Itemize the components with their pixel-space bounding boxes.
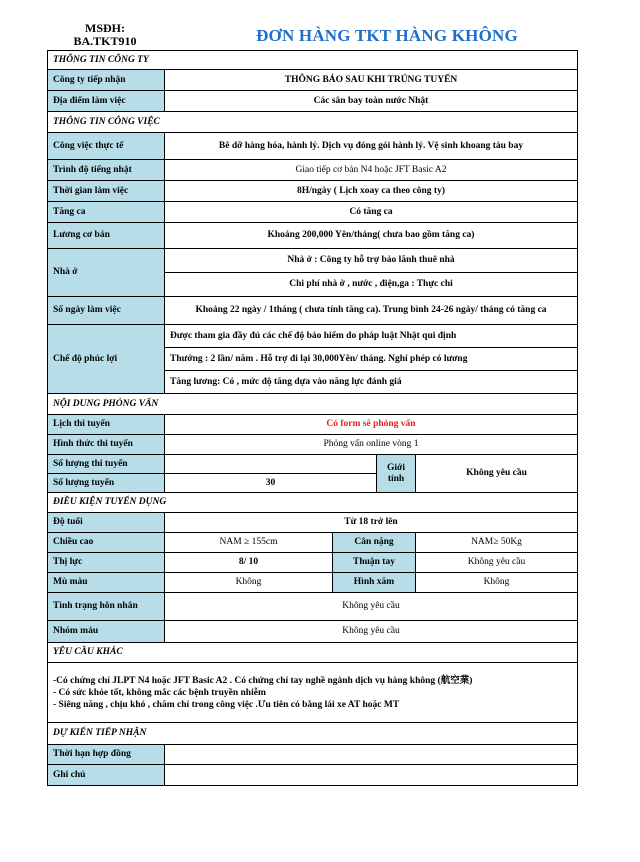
field-label: Chế độ phúc lợi <box>48 325 165 394</box>
section-title: ĐIỀU KIỆN TUYỂN DỤNG <box>48 493 578 513</box>
field-value: Không yêu cầu <box>416 455 578 493</box>
row-salary <box>48 223 578 249</box>
row-benefits <box>48 325 578 394</box>
field-label: Thời gian làm việc <box>48 181 165 202</box>
field-label: Nhóm máu <box>48 621 165 643</box>
row-contract <box>48 745 578 765</box>
field-value: Phỏng vấn online vòng 1 <box>165 435 578 455</box>
row-vision-hand <box>48 553 578 573</box>
field-label: Hình xăm <box>333 573 416 593</box>
field-label: Trình độ tiếng nhật <box>48 160 165 181</box>
field-value: Khoảng 200,000 Yên/tháng( chưa bao gồm tăng ca) <box>165 223 578 249</box>
field-value <box>165 325 578 394</box>
field-value: Không yêu cầu <box>165 593 578 621</box>
order-code-value: BA.TKT910 <box>73 34 137 48</box>
field-value: Các sân bay toàn nước Nhật <box>165 91 578 112</box>
field-value: THÔNG BÁO SAU KHI TRÚNG TUYỂN <box>165 70 578 91</box>
field-value: 8/ 10 <box>165 553 333 573</box>
page-title: ĐƠN HÀNG TKT HÀNG KHÔNG <box>256 26 518 45</box>
row-note <box>48 765 578 786</box>
field-value: 30 <box>165 474 377 493</box>
housing-line: Nhà ở : Công ty hỗ trợ bảo lãnh thuê nhà <box>287 255 455 265</box>
section-title: THÔNG TIN CÔNG TY <box>48 51 578 70</box>
field-label: Lương cơ bản <box>48 223 165 249</box>
field-label: Chiều cao <box>48 533 165 553</box>
field-label: Giới tính <box>377 455 416 493</box>
section-requirements <box>48 493 578 513</box>
row-schedule <box>48 415 578 435</box>
row-age <box>48 513 578 533</box>
field-value: Không <box>416 573 578 593</box>
row-housing <box>48 249 578 297</box>
row-other-requirements <box>48 663 578 723</box>
order-form-table <box>47 50 578 786</box>
field-label: Tăng ca <box>48 202 165 223</box>
row-working-time <box>48 181 578 202</box>
field-value: NAM≥ 50Kg <box>416 533 578 553</box>
other-requirements-text <box>48 663 578 723</box>
section-company <box>48 51 578 70</box>
requirement-line: - Siêng năng , chịu khó , chăm chỉ trong công việc .Ưu tiên có bằng lái xe AT hoặc MT <box>53 699 400 710</box>
field-label: Tình trạng hôn nhân <box>48 593 165 621</box>
row-blood <box>48 621 578 643</box>
field-value: Khoảng 22 ngày / 1tháng ( chưa tính tăng ca). Trung bình 24-26 ngày/ tháng có tăng ca <box>165 297 578 325</box>
row-actual-work <box>48 133 578 160</box>
field-value: Không yêu cầu <box>165 621 578 643</box>
row-height-weight <box>48 533 578 553</box>
field-label: Thuận tay <box>333 553 416 573</box>
benefit-line: Thưởng : 2 lần/ năm . Hỗ trợ đi lại 30,000Yên/ tháng. Nghỉ phép có lương <box>165 347 577 370</box>
row-overtime <box>48 202 578 223</box>
field-label: Cân nặng <box>333 533 416 553</box>
row-receiver <box>48 70 578 91</box>
section-title: NỘI DUNG PHỎNG VẤN <box>48 394 578 415</box>
field-label: Số lượng tuyển <box>48 474 165 493</box>
field-value: 8H/ngày ( Lịch xoay ca theo công ty) <box>165 181 578 202</box>
field-label: Công ty tiếp nhận <box>48 70 165 91</box>
row-exam-count <box>48 455 578 474</box>
field-label: Lịch thi tuyển <box>48 415 165 435</box>
field-label: Số ngày làm việc <box>48 297 165 325</box>
section-reception <box>48 723 578 745</box>
field-value: Có tăng ca <box>165 202 578 223</box>
field-value: NAM ≥ 155cm <box>165 533 333 553</box>
field-value: Có form sẽ phỏng vấn <box>165 415 578 435</box>
section-title: DỰ KIẾN TIẾP NHẬN <box>48 723 578 745</box>
field-value <box>165 249 578 297</box>
field-value <box>165 745 578 765</box>
field-label: Thời hạn hợp đồng <box>48 745 165 765</box>
field-label: Ghi chú <box>48 765 165 786</box>
field-label: Hình thức thi tuyển <box>48 435 165 455</box>
order-code-label: MSĐH: <box>85 21 125 35</box>
field-label: Thị lực <box>48 553 165 573</box>
field-value: Không <box>165 573 333 593</box>
order-code <box>44 22 166 48</box>
housing-cost-line: Chi phí nhà ở , nước , điện,ga : Thực chi <box>165 272 577 296</box>
field-value: Bê dỡ hàng hóa, hành lý. Dịch vụ đóng gói hành lý. Vệ sinh khoang tàu bay <box>165 133 578 160</box>
field-label: Độ tuổi <box>48 513 165 533</box>
row-working-days <box>48 297 578 325</box>
benefit-line: Được tham gia đầy đủ các chế độ bảo hiểm do pháp luật Nhật qui định <box>170 330 457 341</box>
section-title: YÊU CẦU KHÁC <box>48 643 578 663</box>
field-label: Mù màu <box>48 573 165 593</box>
row-location <box>48 91 578 112</box>
row-marital <box>48 593 578 621</box>
section-title: THÔNG TIN CÔNG VIỆC <box>48 112 578 133</box>
section-other <box>48 643 578 663</box>
row-interview-form <box>48 435 578 455</box>
requirement-line: -Có chứng chỉ JLPT N4 hoặc JFT Basic A2 . Có chứng chỉ tay nghề ngành dịch vụ hàng không (航空業) <box>53 675 473 686</box>
field-label: Số lượng thi tuyển <box>48 455 165 474</box>
row-colorblind-tattoo <box>48 573 578 593</box>
field-value: Giao tiếp cơ bản N4 hoặc JFT Basic A2 <box>165 160 578 181</box>
field-label: Địa điểm làm việc <box>48 91 165 112</box>
field-value: Không yêu cầu <box>416 553 578 573</box>
section-job <box>48 112 578 133</box>
field-label: Nhà ở <box>48 249 165 297</box>
field-value <box>165 765 578 786</box>
benefit-line: Tăng lương: Có , mức độ tăng dựa vào năng lực đánh giá <box>165 370 577 393</box>
requirement-line: - Có sức khỏe tốt, không mắc các bệnh truyền nhiễm <box>53 687 266 698</box>
row-japanese-level <box>48 160 578 181</box>
field-label: Công việc thực tế <box>48 133 165 160</box>
field-value <box>165 455 377 474</box>
section-interview <box>48 394 578 415</box>
field-value: Từ 18 trở lên <box>165 513 578 533</box>
